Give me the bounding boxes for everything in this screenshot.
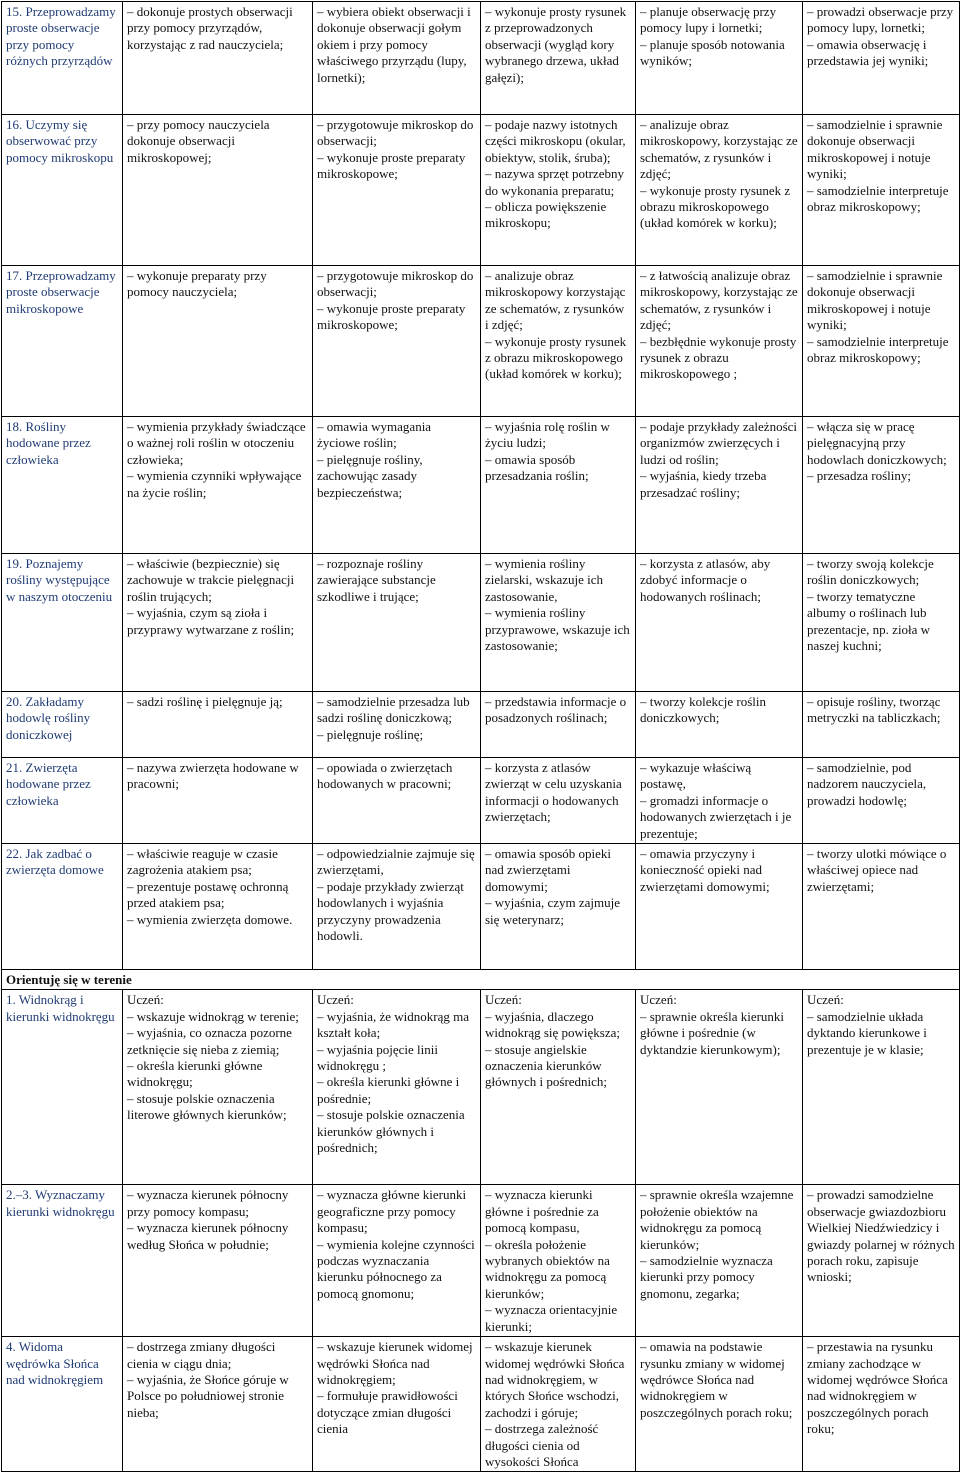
requirement-line: – właściwie reaguje w czasie zagrożenia atakiem psa; <box>127 846 278 878</box>
grade-bardzo-dobra-cell <box>636 990 803 1185</box>
requirements-table <box>1 1 960 1472</box>
topic-text: 1. Widnokrąg i kierunki widnokręgu <box>6 992 115 1024</box>
grade-dostateczna-cell <box>313 1185 481 1337</box>
requirement-line: – samodzielnie interpretuje obraz mikroskopowy; <box>807 333 949 366</box>
requirement-line: – wymienia przykłady świadczące o ważnej roli roślin w otoczeniu człowieka; <box>127 419 306 467</box>
requirement-line: – wyjaśnia, że widnokrąg ma kształt koła; <box>317 1008 469 1041</box>
grade-dobra-cell <box>481 990 636 1185</box>
requirement-line: – pielęgnuje roślinę; <box>317 726 424 742</box>
requirement-line: Uczeń: <box>485 992 522 1008</box>
requirement-line: – wykonuje prosty rysunek z obrazu mikroskopowego (układ komórek w korku); <box>485 333 627 382</box>
grade-bardzo-dobra-cell <box>636 2 803 115</box>
topic-text: 2.–3. Wyznaczamy kierunki widnokręgu <box>6 1187 115 1219</box>
requirement-line: – określa kierunki główne widnokręgu; <box>127 1058 263 1090</box>
requirement-line: – podaje nazwy istotnych części mikroskopu (okular, obiektyw, stolik, śruba); <box>485 117 626 165</box>
grade-dostateczna-cell <box>313 266 481 417</box>
requirement-line: – przygotowuje mikroskop do obserwacji; <box>317 268 474 300</box>
table-row <box>2 1185 960 1337</box>
grade-bardzo-dobra-cell <box>636 417 803 554</box>
grade-dobra-cell <box>481 1185 636 1337</box>
requirement-line: Uczeń: <box>317 992 354 1008</box>
requirement-line: – planuje sposób notowania wyników; <box>640 36 785 69</box>
topic-text: 21. Zwierzęta hodowane przez człowieka <box>6 760 91 808</box>
requirement-line: – wyjaśnia, czym są zioła i przyprawy wytwarzane z roślin; <box>127 605 295 637</box>
requirement-line: – wykazuje właściwą postawę, <box>640 760 752 792</box>
requirement-line: – korzysta z atlasów, aby zdobyć informacje o hodowanych roślinach; <box>640 556 771 604</box>
topic-cell <box>2 1337 123 1472</box>
requirement-line: – sprawnie określa wzajemne położenie obiektów na widnokręgu za pomocą kierunków; <box>640 1187 794 1252</box>
requirement-line: – analizuje obraz mikroskopowy korzystając ze schematów, z rysunków i zdjęć; <box>485 268 626 333</box>
requirement-line: Uczeń: <box>640 992 677 1008</box>
grade-bardzo-dobra-cell <box>636 115 803 266</box>
grade-dobra-cell <box>481 417 636 554</box>
requirement-line: – oblicza powiększenie mikroskopu; <box>485 199 607 231</box>
grade-celujaca-cell <box>803 692 960 758</box>
requirement-line: – samodzielnie wyznacza kierunki przy pomocy gnomonu, zegarka; <box>640 1253 773 1301</box>
grade-bardzo-dobra-cell <box>636 266 803 417</box>
topic-text: 18. Rośliny hodowane przez człowieka <box>6 419 91 467</box>
requirement-line: – sadzi roślinę i pielęgnuje ją; <box>127 694 283 709</box>
requirement-line: – wskazuje widnokrąg w terenie; <box>127 1008 299 1024</box>
document-page <box>1 1 959 1469</box>
requirement-line: – bezbłędnie wykonuje prosty rysunek z obrazu mikroskopowego ; <box>640 333 797 382</box>
grade-celujaca-cell <box>803 417 960 554</box>
requirement-line: – tworzy tematyczne albumy o roślinach lub prezentacje, np. zioła w naszej kuchni; <box>807 588 931 654</box>
requirement-line: – wyznacza orientacyjnie kierunki; <box>485 1302 618 1334</box>
requirement-line: – określa położenie wybranych obiektów na widnokręgu za pomocą kierunków; <box>485 1236 610 1301</box>
requirement-line: – właściwie (bezpiecznie) się zachowuje w trakcie pielęgnacji roślin trujących; <box>127 556 295 604</box>
requirement-line: – prezentuje postawę ochronną przed atakiem psa; <box>127 878 289 911</box>
grade-dostateczna-cell <box>313 692 481 758</box>
topic-text: 22. Jak zadbać o zwierzęta domowe <box>6 846 104 878</box>
requirement-line: – planuje obserwację przy pomocy lupy i lornetki; <box>640 4 777 36</box>
requirement-line: – podaje przykłady zwierząt hodowlanych i wyjaśnia przyczyny prowadzenia hodowli. <box>317 878 464 944</box>
grade-dostateczna-cell <box>313 1337 481 1472</box>
requirement-line: – przy pomocy nauczyciela dokonuje obserwacji mikroskopowej; <box>127 117 270 165</box>
requirement-line: – wyjaśnia, co oznacza pozorne zetknięcie się nieba z ziemią; <box>127 1025 292 1057</box>
grade-dostateczna-cell <box>313 115 481 266</box>
grade-celujaca-cell <box>803 554 960 692</box>
requirement-line: – podaje przykłady zależności organizmów zwierzęcych i ludzi od roślin; <box>640 419 798 467</box>
requirement-line: – sprawnie określa kierunki główne i pośrednie (w dyktandzie kierunkowym); <box>640 1008 785 1057</box>
requirement-line: – nazywa sprzęt potrzebny do wykonania preparatu; <box>485 166 624 198</box>
grade-dostateczna-cell <box>313 758 481 844</box>
grade-dobra-cell <box>481 692 636 758</box>
topic-text: 4. Widoma wędrówka Słońca nad widnokręgiem <box>6 1339 104 1387</box>
topic-text: 17. Przeprowadzamy proste obserwacje mikroskopowe <box>6 268 116 316</box>
topic-text: 16. Uczymy się obserwować przy pomocy mikroskopu <box>6 117 114 165</box>
requirement-line: – wyznacza kierunki główne i pośrednie za pomocą kompasu, <box>485 1187 599 1236</box>
requirement-line: Uczeń: <box>127 992 164 1008</box>
grade-bardzo-dobra-cell <box>636 554 803 692</box>
topic-cell <box>2 554 123 692</box>
grade-celujaca-cell <box>803 990 960 1185</box>
requirement-line: – wybiera obiekt obserwacji i dokonuje obserwacji gołym okiem i przy pomocy właściwego przyrządu (lupy, lornetki); <box>317 4 471 85</box>
topic-cell <box>2 2 123 115</box>
topic-text: 19. Poznajemy rośliny występujące w naszym otoczeniu <box>6 556 113 604</box>
requirement-line: – formułuje prawidłowości dotyczące zmian długości cienia <box>317 1388 458 1437</box>
section-title: Orientuję się w terenie <box>2 970 960 990</box>
requirement-line: – samodzielnie przesadza lub sadzi roślinę doniczkową; <box>317 694 470 726</box>
grade-dopuszczajaca-cell <box>123 417 313 554</box>
requirement-line: – tworzy swoją kolekcje roślin doniczkowych; <box>807 556 934 588</box>
requirement-line: – wyjaśnia, kiedy trzeba przesadzać rośliny; <box>640 468 767 500</box>
requirement-line: – wymienia kolejne czynności podczas wyznaczania kierunku północnego za pomocą gnomonu; <box>317 1236 475 1301</box>
requirement-line: – wykonuje preparaty przy pomocy nauczyciela; <box>127 268 267 300</box>
table-row <box>2 554 960 692</box>
requirement-line: – wykonuje proste preparaty mikroskopowe; <box>317 300 466 333</box>
requirement-line: – wyjaśnia, że Słońce góruje w Polsce po południowej stronie nieba; <box>127 1371 289 1420</box>
topic-cell <box>2 758 123 844</box>
requirement-line: – prowadzi obserwacje przy pomocy lupy, lornetki; <box>807 4 954 36</box>
grade-dostateczna-cell <box>313 990 481 1185</box>
topic-cell <box>2 1185 123 1337</box>
table-row <box>2 990 960 1185</box>
table-row <box>2 844 960 970</box>
section-row <box>2 970 960 990</box>
requirement-line: – dostrzega zależność długości cienia od wysokości Słońca <box>485 1421 599 1469</box>
grade-dostateczna-cell <box>313 554 481 692</box>
requirement-line: – wykonuje prosty rysunek z obrazu mikroskopowego (układ komórek w korku); <box>640 182 791 231</box>
grade-dopuszczajaca-cell <box>123 554 313 692</box>
requirement-line: – przygotowuje mikroskop do obserwacji; <box>317 117 474 149</box>
table-row <box>2 266 960 417</box>
grade-celujaca-cell <box>803 2 960 115</box>
grade-dopuszczajaca-cell <box>123 115 313 266</box>
requirement-line: – stosuje angielskie oznaczenia kierunków głównych i pośrednich; <box>485 1041 608 1090</box>
requirement-line: – omawia sposób opieki nad zwierzętami domowymi; <box>485 846 612 894</box>
requirement-line: – wymienia rośliny zielarski, wskazuje ich zastosowanie, <box>485 556 604 604</box>
requirement-line: – samodzielnie i sprawnie dokonuje obserwacji mikroskopowej i notuje wyniki; <box>807 268 943 333</box>
requirement-line: – samodzielnie i sprawnie dokonuje obserwacji mikroskopowej i notuje wyniki; <box>807 117 943 182</box>
requirement-line: – wyjaśnia, dlaczego widnokrąg się powiększa; <box>485 1008 621 1041</box>
topic-cell <box>2 115 123 266</box>
grade-bardzo-dobra-cell <box>636 692 803 758</box>
requirement-line: – rozpoznaje rośliny zawierające substancje szkodliwe i trujące; <box>317 556 436 604</box>
grade-dobra-cell <box>481 115 636 266</box>
grade-dopuszczajaca-cell <box>123 266 313 417</box>
topic-cell <box>2 417 123 554</box>
grade-dopuszczajaca-cell <box>123 692 313 758</box>
requirement-line: – wymienia czynniki wpływające na życie roślin; <box>127 468 302 500</box>
grade-dobra-cell <box>481 266 636 417</box>
topic-cell <box>2 844 123 970</box>
topic-text: 20. Zakładamy hodowlę rośliny doniczkowej <box>6 694 91 742</box>
table-row <box>2 692 960 758</box>
table-row <box>2 758 960 844</box>
topic-cell <box>2 990 123 1185</box>
requirement-line: – analizuje obraz mikroskopowy, korzystając ze schematów, z rysunków i zdjęć; <box>640 117 798 182</box>
requirement-line: – omawia wymagania życiowe roślin; <box>317 419 432 451</box>
requirement-line: – wyznacza kierunek północny przy pomocy kompasu; <box>127 1187 289 1219</box>
requirement-line: – stosuje polskie oznaczenia literowe głównych kierunków; <box>127 1090 287 1123</box>
requirement-line: – omawia sposób przesadzania roślin; <box>485 451 589 484</box>
requirement-line: – samodzielnie, pod nadzorem nauczyciela, prowadzi hodowlę; <box>807 760 927 808</box>
requirement-line: – omawia przyczyny i konieczność opieki nad zwierzętami domowymi; <box>640 846 770 894</box>
requirement-line: – wyjaśnia pojęcie linii widnokręgu ; <box>317 1041 438 1074</box>
grade-dopuszczajaca-cell <box>123 1185 313 1337</box>
requirement-line: – wymienia rośliny przyprawowe, wskazuje ich zastosowanie; <box>485 605 630 654</box>
grade-bardzo-dobra-cell <box>636 758 803 844</box>
grade-dopuszczajaca-cell <box>123 844 313 970</box>
grade-bardzo-dobra-cell <box>636 844 803 970</box>
grade-celujaca-cell <box>803 266 960 417</box>
requirement-line: – wskazuje kierunek widomej wędrówki Słońca nad widnokręgiem; <box>317 1339 473 1387</box>
grade-dopuszczajaca-cell <box>123 1337 313 1472</box>
requirement-line: – odpowiedzialnie zajmuje się zwierzętami, <box>317 846 475 878</box>
topic-cell <box>2 692 123 758</box>
table-row <box>2 115 960 266</box>
requirement-line: – z łatwością analizuje obraz mikroskopowy, korzystając ze schematów, z rysunków i zdjęć; <box>640 268 798 333</box>
topic-text: 15. Przeprowadzamy proste obserwacje przy pomocy różnych przyrządów <box>6 4 116 69</box>
requirement-line: – włącza się w pracę pielęgnacyjną przy hodowlach doniczkowych; <box>807 419 947 467</box>
table-row <box>2 2 960 115</box>
requirement-line: Uczeń: <box>807 992 844 1008</box>
requirement-line: – samodzielnie interpretuje obraz mikroskopowy; <box>807 182 949 215</box>
requirement-line: – omawia na podstawie rysunku zmiany w widomej wędrówce Słońca nad widnokręgiem w poszczególnych porach roku; <box>640 1339 793 1420</box>
requirement-line: – przesadza rośliny; <box>807 468 911 484</box>
requirement-line: – stosuje polskie oznaczenia kierunków głównych i pośrednich; <box>317 1107 465 1156</box>
grade-dostateczna-cell <box>313 2 481 115</box>
grade-dobra-cell <box>481 844 636 970</box>
requirement-line: – wymienia zwierzęta domowe. <box>127 911 293 927</box>
requirement-line: – opisuje rośliny, tworząc metryczki na tabliczkach; <box>807 694 941 726</box>
requirement-line: – wyznacza główne kierunki geograficzne przy pomocy kompasu; <box>317 1187 467 1236</box>
grade-celujaca-cell <box>803 1337 960 1472</box>
table-row <box>2 1337 960 1472</box>
requirement-line: – korzysta z atlasów zwierząt w celu uzyskania informacji o hodowanych zwierzętach; <box>485 760 622 825</box>
grade-dostateczna-cell <box>313 844 481 970</box>
requirement-line: – tworzy ulotki mówiące o właściwej opiece nad zwierzętami; <box>807 846 947 894</box>
grade-dobra-cell <box>481 1337 636 1472</box>
grade-celujaca-cell <box>803 758 960 844</box>
topic-cell <box>2 266 123 417</box>
requirement-line: – wyjaśnia rolę roślin w życiu ludzi; <box>485 419 610 451</box>
grade-dopuszczajaca-cell <box>123 2 313 115</box>
requirement-line: – wykonuje prosty rysunek z przeprowadzonych obserwacji (wygląd kory wybranego drzewa, układ gałęzi); <box>485 4 627 85</box>
requirement-line: – opowiada o zwierzętach hodowanych w pracowni; <box>317 760 453 792</box>
grade-celujaca-cell <box>803 115 960 266</box>
requirement-line: – dostrzega zmiany długości cienia w ciągu dnia; <box>127 1339 276 1371</box>
grade-dopuszczajaca-cell <box>123 990 313 1185</box>
requirement-line: – tworzy kolekcje roślin doniczkowych; <box>640 694 766 726</box>
grade-dobra-cell <box>481 554 636 692</box>
requirement-line: – pielęgnuje rośliny, zachowując zasady bezpieczeństwa; <box>317 451 423 500</box>
grade-dostateczna-cell <box>313 417 481 554</box>
grade-dobra-cell <box>481 758 636 844</box>
requirement-line: – określa kierunki główne i pośrednie; <box>317 1074 460 1106</box>
requirement-line: – przedstawia informacje o posadzonych roślinach; <box>485 694 627 726</box>
requirement-line: – gromadzi informacje o hodowanych zwierzętach i je prezentuje; <box>640 792 792 841</box>
requirement-line: – dokonuje prostych obserwacji przy pomocy przyrządów, korzystając z rad nauczyciela; <box>127 4 293 52</box>
requirement-line: – samodzielnie układa dyktando kierunkowe i prezentuje je w klasie; <box>807 1008 927 1057</box>
requirement-line: – prowadzi samodzielne obserwacje gwiazdozbioru Wielkiej Niedźwiedzicy i gwiazdy polarnej w różnych porach roku, zapisuje wnioski; <box>807 1187 955 1285</box>
grade-dobra-cell <box>481 2 636 115</box>
requirement-line: – przestawia na rysunku zmiany zachodzące w widomej wędrówce Słońca nad widnokręgiem w poszczególnych porach roku; <box>807 1339 948 1437</box>
grade-bardzo-dobra-cell <box>636 1337 803 1472</box>
requirement-line: – nazywa zwierzęta hodowane w pracowni; <box>127 760 299 792</box>
requirement-line: – wykonuje proste preparaty mikroskopowe; <box>317 149 466 182</box>
grade-celujaca-cell <box>803 844 960 970</box>
grade-celujaca-cell <box>803 1185 960 1337</box>
requirement-line: – wyznacza kierunek północny według Słońca w południe; <box>127 1220 289 1252</box>
requirement-line: – omawia obserwację i przedstawia jej wyniki; <box>807 36 929 69</box>
requirement-line: – wskazuje kierunek widomej wędrówki Słońca nad widnokręgiem, w których Słońce wschodzi, zachodzi i góruje; <box>485 1339 625 1420</box>
table-row <box>2 417 960 554</box>
grade-bardzo-dobra-cell <box>636 1185 803 1337</box>
requirement-line: – wyjaśnia, czym zajmuje się weterynarz; <box>485 895 621 927</box>
grade-dopuszczajaca-cell <box>123 758 313 844</box>
